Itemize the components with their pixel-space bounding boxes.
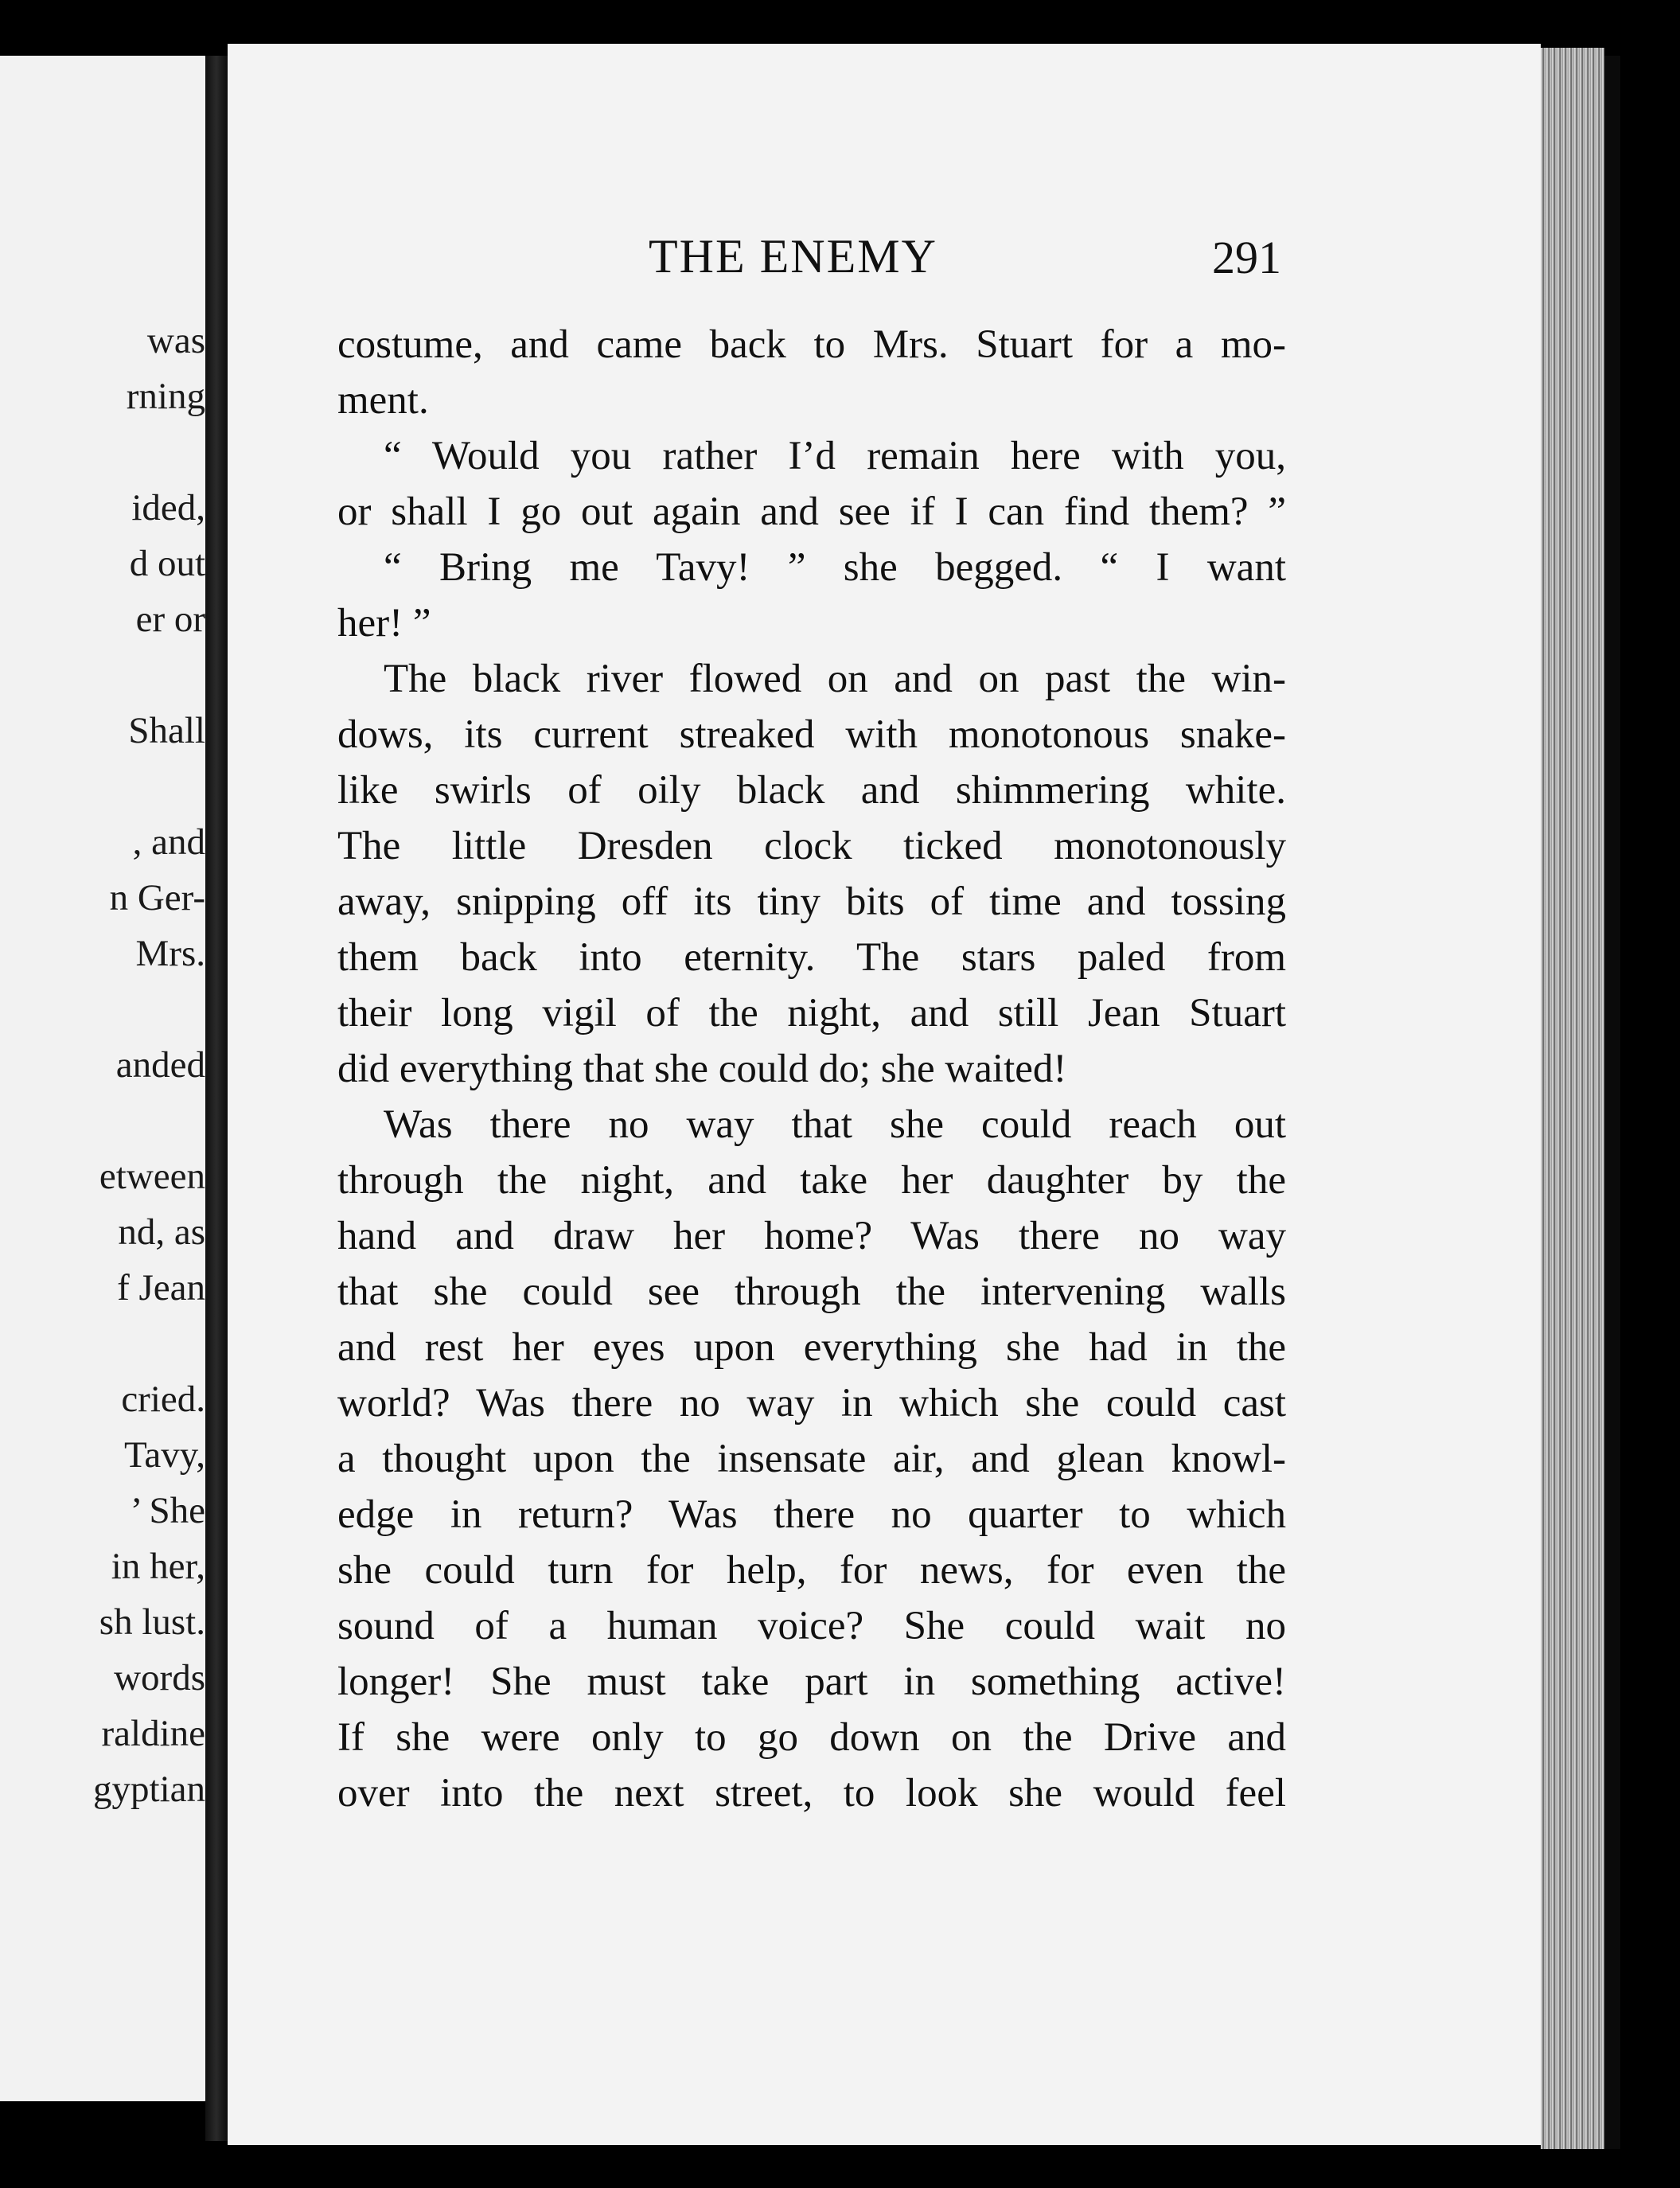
text-line: over into the next street, to look she would feel (337, 1771, 1286, 1816)
text-line: If she were only to go down on the Drive and (337, 1715, 1286, 1760)
left-fragment: ’ She (130, 1490, 205, 1531)
left-fragment: Tavy, (124, 1434, 205, 1476)
left-fragment: , and (132, 821, 205, 863)
left-fragment: sh lust. (99, 1601, 205, 1643)
left-fragment: etween (99, 1156, 205, 1197)
left-fragment: f Jean (117, 1267, 205, 1309)
left-fragment: gyptian (93, 1769, 205, 1810)
text-line: her! ” (337, 601, 431, 645)
text-line: a thought upon the insensate air, and glean knowl- (337, 1437, 1286, 1481)
previous-page (0, 56, 205, 2101)
text-line: world? Was there no way in which she could cast (337, 1381, 1286, 1426)
text-line: “ Would you rather I’d remain here with you, (384, 434, 1286, 478)
left-fragment: was (146, 320, 205, 361)
text-line: longer! She must take part in something active! (337, 1660, 1286, 1704)
text-line: The little Dresden clock ticked monotonously (337, 824, 1286, 868)
text-line: she could turn for help, for news, for even the (337, 1548, 1286, 1593)
text-line: sound of a human voice? She could wait no (337, 1604, 1286, 1648)
text-line: them back into eternity. The stars paled from (337, 935, 1286, 980)
text-line: and rest her eyes upon everything she had in the (337, 1325, 1286, 1370)
text-line: hand and draw her home? Was there no way (337, 1214, 1286, 1258)
text-line: did everything that she could do; she waited! (337, 1047, 1067, 1091)
left-fragment: er or (135, 599, 205, 640)
running-title: THE ENEMY (649, 230, 937, 283)
book-edge-shadow (1604, 56, 1620, 2149)
text-line: dows, its current streaked with monotonous snake- (337, 712, 1286, 757)
text-line: through the night, and take her daughter by the (337, 1158, 1286, 1203)
left-fragment: in her, (111, 1546, 205, 1587)
left-fragment: anded (115, 1044, 205, 1086)
left-fragment: words (114, 1657, 205, 1699)
text-line: or shall I go out again and see if I can find them? ” (337, 489, 1286, 534)
left-fragment: Shall (128, 710, 205, 751)
text-line: Was there no way that she could reach out (384, 1102, 1286, 1147)
book-gutter (205, 56, 228, 2141)
left-fragment: ided, (131, 487, 205, 528)
text-line: away, snipping off its tiny bits of time and tossing (337, 879, 1286, 924)
left-fragment: raldine (101, 1713, 205, 1754)
left-fragment: n Ger- (109, 877, 205, 918)
text-line: costume, and came back to Mrs. Stuart for a mo- (337, 322, 1286, 367)
running-head (0, 229, 1680, 285)
text-line: their long vigil of the night, and still Jean Stuart (337, 991, 1286, 1035)
left-fragment: nd, as (118, 1211, 205, 1253)
text-line: like swirls of oily black and shimmering white. (337, 768, 1286, 813)
body-text (337, 317, 1286, 1821)
page-edges (1541, 48, 1604, 2149)
left-fragment: cried. (121, 1379, 205, 1420)
left-fragment: d out (129, 543, 205, 584)
left-fragment: rning (126, 376, 205, 417)
text-line: that she could see through the intervening walls (337, 1270, 1286, 1314)
page-number: 291 (1212, 232, 1281, 283)
text-line: edge in return? Was there no quarter to which (337, 1492, 1286, 1537)
text-line: ment. (337, 378, 429, 423)
text-line: “ Bring me Tavy! ” she begged. “ I want (384, 545, 1286, 590)
text-line: The black river flowed on and on past the win- (384, 657, 1286, 701)
left-fragment: Mrs. (135, 933, 205, 974)
